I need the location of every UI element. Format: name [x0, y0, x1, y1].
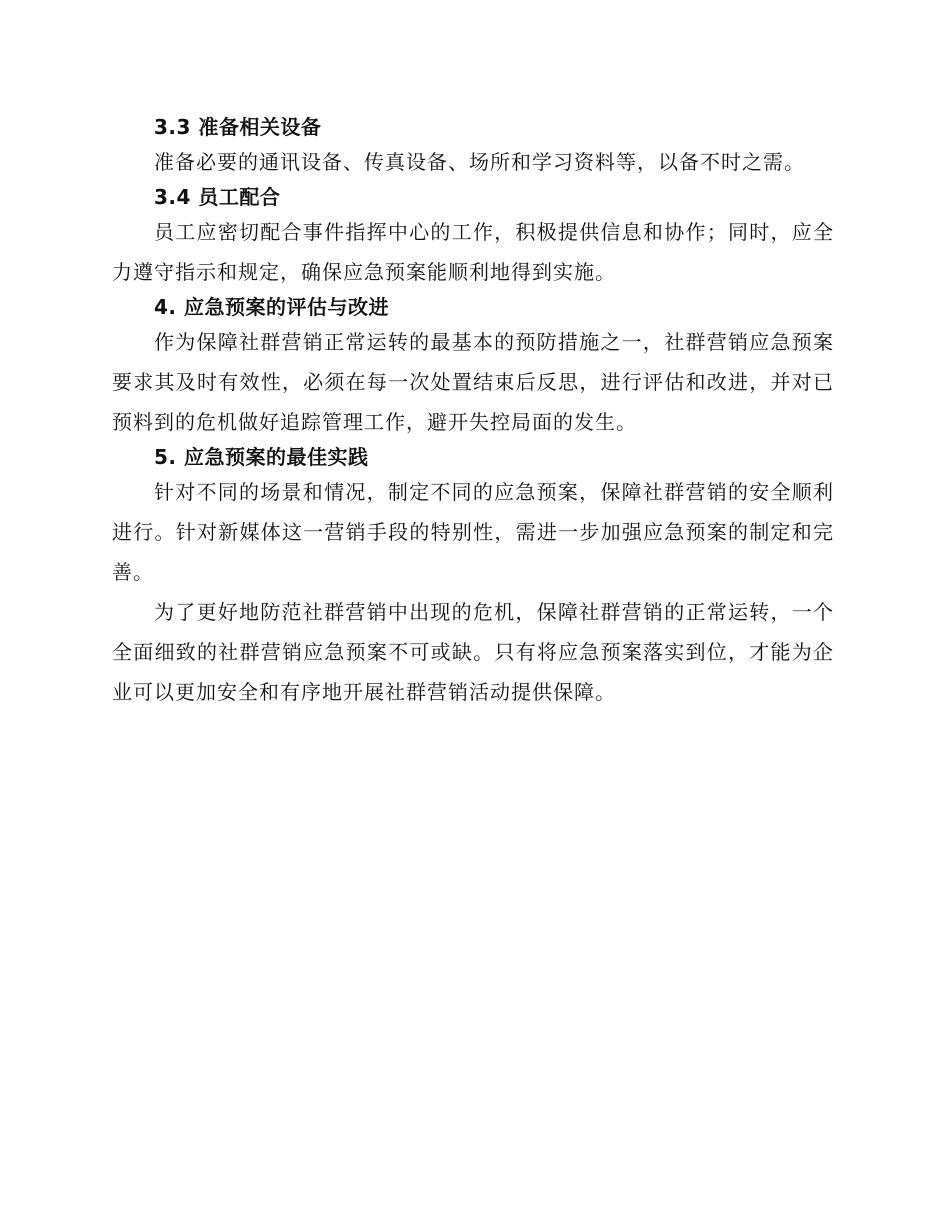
- document-body: [112, 112, 834, 712]
- section-paragraph: 员工应密切配合事件指挥中心的工作，积极提供信息和协作；同时，应全力遵守指示和规定，确保应急预案能顺利地得到实施。: [112, 220, 834, 284]
- section-paragraph: 准备必要的通讯设备、传真设备、场所和学习资料等，以备不时之需。: [154, 150, 805, 174]
- section-paragraph: 作为保障社群营销正常运转的最基本的预防措施之一，社群营销应急预案要求其及时有效性，必须在每一次处置结束后反思，进行评估和改进，并对已预料到的危机做好追踪管理工作，避开失控局面的发生。: [112, 330, 834, 434]
- section-paragraph: 针对不同的场景和情况，制定不同的应急预案，保障社群营销的安全顺利进行。针对新媒体这一营销手段的特别性，需进一步加强应急预案的制定和完善。: [112, 480, 834, 584]
- section-heading-4: 4. 应急预案的评估与改进: [154, 295, 389, 319]
- section-heading-3-4: 3.4 员工配合: [154, 185, 281, 209]
- section-heading-5: 5. 应急预案的最佳实践: [154, 445, 369, 469]
- section-paragraph: 为了更好地防范社群营销中出现的危机，保障社群营销的正常运转，一个全面细致的社群营销应急预案不可或缺。只有将应急预案落实到位，才能为企业可以更加安全和有序地开展社群营销活动提供保障。: [112, 600, 834, 704]
- section-heading-3-3: 3.3 准备相关设备: [154, 115, 322, 139]
